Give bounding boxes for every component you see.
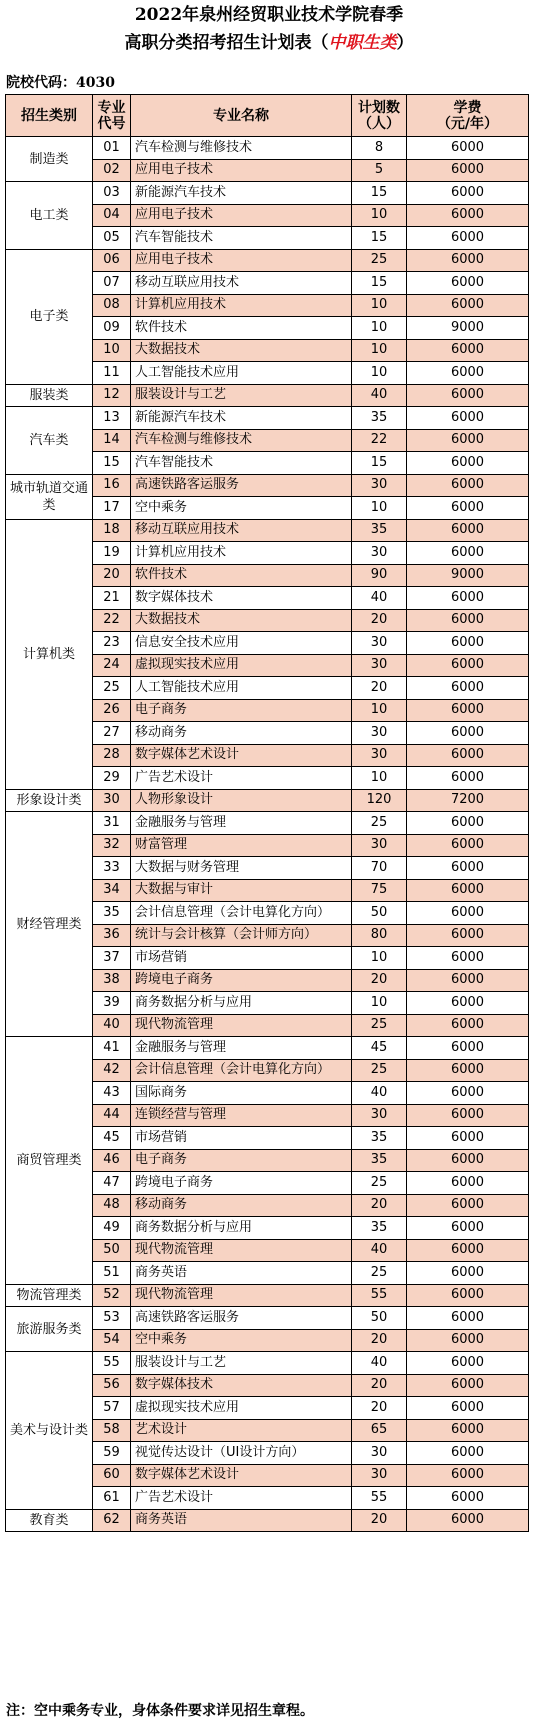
tuition-cell: 6000	[407, 1329, 529, 1352]
page-title-line1: 2022年泉州经贸职业技术学院春季	[134, 5, 404, 25]
code-cell: 55	[93, 1352, 131, 1375]
plan-count-cell: 5	[352, 159, 407, 182]
plan-count-cell: 120	[352, 789, 407, 812]
code-cell: 57	[93, 1397, 131, 1420]
code-cell: 02	[93, 159, 131, 182]
major-name-cell: 广告艺术设计	[131, 1487, 352, 1510]
major-name-cell: 会计信息管理（会计电算化方向）	[131, 902, 352, 925]
tuition-cell: 6000	[407, 1307, 529, 1330]
code-cell: 48	[93, 1194, 131, 1217]
code-cell: 29	[93, 767, 131, 790]
major-name-cell: 大数据技术	[131, 609, 352, 632]
tuition-cell: 6000	[407, 294, 529, 317]
plan-count-cell: 8	[352, 137, 407, 160]
plan-count-cell: 10	[352, 362, 407, 385]
tuition-cell: 7200	[407, 789, 529, 812]
table-row	[6, 812, 529, 835]
code-cell: 61	[93, 1487, 131, 1510]
tuition-cell: 6000	[407, 1217, 529, 1240]
code-cell: 53	[93, 1307, 131, 1330]
major-name-cell: 人工智能技术应用	[131, 362, 352, 385]
major-name-cell: 数字媒体技术	[131, 587, 352, 610]
code-cell: 08	[93, 294, 131, 317]
tuition-cell: 6000	[407, 339, 529, 362]
tuition-cell: 6000	[407, 1419, 529, 1442]
plan-count-cell: 20	[352, 1374, 407, 1397]
code-cell: 52	[93, 1284, 131, 1307]
code-cell: 58	[93, 1419, 131, 1442]
tuition-cell: 6000	[407, 902, 529, 925]
code-cell: 37	[93, 947, 131, 970]
column-header-line: 代号	[97, 115, 126, 132]
plan-count-cell: 75	[352, 879, 407, 902]
category-cell: 教育类	[6, 1509, 93, 1532]
plan-count-cell: 35	[352, 1149, 407, 1172]
table-row	[6, 407, 529, 430]
code-cell: 15	[93, 452, 131, 475]
code-cell: 33	[93, 857, 131, 880]
tuition-cell: 6000	[407, 519, 529, 542]
tuition-cell: 6000	[407, 429, 529, 452]
major-name-cell: 统计与会计核算（会计师方向）	[131, 924, 352, 947]
tuition-cell: 6000	[407, 947, 529, 970]
major-name-cell: 金融服务与管理	[131, 812, 352, 835]
tuition-cell: 6000	[407, 992, 529, 1015]
plan-count-cell: 40	[352, 384, 407, 407]
category-cell: 美术与设计类	[6, 1352, 93, 1510]
plan-count-cell: 30	[352, 1442, 407, 1465]
category-cell: 电子类	[6, 249, 93, 384]
code-cell: 51	[93, 1262, 131, 1285]
table-row	[6, 789, 529, 812]
tuition-cell: 6000	[407, 1352, 529, 1375]
code-cell: 14	[93, 429, 131, 452]
column-header-line: 计划数	[358, 99, 400, 116]
tuition-cell: 6000	[407, 677, 529, 700]
major-name-cell: 信息安全技术应用	[131, 632, 352, 655]
plan-count-cell: 40	[352, 587, 407, 610]
plan-count-cell: 10	[352, 992, 407, 1015]
major-name-cell: 新能源汽车技术	[131, 407, 352, 430]
plan-count-cell: 10	[352, 947, 407, 970]
major-name-cell: 数字媒体艺术设计	[131, 744, 352, 767]
major-name-cell: 大数据与财务管理	[131, 857, 352, 880]
plan-count-cell: 30	[352, 542, 407, 565]
plan-count-cell: 20	[352, 1329, 407, 1352]
plan-count-cell: 40	[352, 1082, 407, 1105]
major-name-cell: 商务数据分析与应用	[131, 992, 352, 1015]
major-name-cell: 计算机应用技术	[131, 294, 352, 317]
column-header-line: （元/年）	[436, 115, 499, 132]
column-header	[352, 95, 407, 137]
major-name-cell: 虚拟现实技术应用	[131, 1397, 352, 1420]
code-cell: 10	[93, 339, 131, 362]
major-name-cell: 应用电子技术	[131, 159, 352, 182]
major-name-cell: 移动互联应用技术	[131, 272, 352, 295]
column-header	[6, 95, 93, 137]
tuition-cell: 6000	[407, 699, 529, 722]
table-row	[6, 249, 529, 272]
code-cell: 40	[93, 1014, 131, 1037]
tuition-cell: 6000	[407, 182, 529, 205]
major-name-cell: 移动互联应用技术	[131, 519, 352, 542]
title-prefix: 高职分类招考招生计划表（	[124, 33, 329, 53]
plan-count-cell: 30	[352, 632, 407, 655]
table-body	[6, 137, 529, 1532]
plan-count-cell: 30	[352, 654, 407, 677]
column-header-line: 专业	[97, 99, 126, 116]
plan-count-cell: 50	[352, 1307, 407, 1330]
category-cell: 计算机类	[6, 519, 93, 789]
column-header-line: 学费	[453, 99, 482, 116]
category-cell: 城市轨道交通类	[6, 474, 93, 519]
category-cell: 财经管理类	[6, 812, 93, 1037]
table-row	[6, 182, 529, 205]
table-row	[6, 1352, 529, 1375]
code-cell: 20	[93, 564, 131, 587]
category-cell: 商贸管理类	[6, 1037, 93, 1285]
plan-count-cell: 30	[352, 744, 407, 767]
plan-count-cell: 10	[352, 317, 407, 340]
plan-count-cell: 30	[352, 1104, 407, 1127]
tuition-cell: 6000	[407, 857, 529, 880]
code-cell: 62	[93, 1509, 131, 1532]
tuition-cell: 6000	[407, 452, 529, 475]
column-header	[93, 95, 131, 137]
plan-count-cell: 15	[352, 182, 407, 205]
plan-count-cell: 10	[352, 204, 407, 227]
plan-count-cell: 10	[352, 767, 407, 790]
plan-count-cell: 20	[352, 1194, 407, 1217]
code-cell: 05	[93, 227, 131, 250]
page-title-line2	[0, 32, 538, 54]
table-row	[6, 1307, 529, 1330]
major-name-cell: 现代物流管理	[131, 1284, 352, 1307]
title-emphasis: 中职生类	[328, 33, 397, 53]
major-name-cell: 电子商务	[131, 699, 352, 722]
tuition-cell: 6000	[407, 722, 529, 745]
code-cell: 34	[93, 879, 131, 902]
code-cell: 31	[93, 812, 131, 835]
code-cell: 18	[93, 519, 131, 542]
column-header-line: 专业名称	[213, 107, 269, 124]
tuition-cell: 6000	[407, 879, 529, 902]
code-cell: 22	[93, 609, 131, 632]
enrollment-plan-table	[5, 94, 529, 1532]
code-cell: 54	[93, 1329, 131, 1352]
code-cell: 16	[93, 474, 131, 497]
code-cell: 26	[93, 699, 131, 722]
tuition-cell: 6000	[407, 497, 529, 520]
table-row	[6, 519, 529, 542]
code-cell: 25	[93, 677, 131, 700]
tuition-cell: 6000	[407, 1464, 529, 1487]
category-cell: 旅游服务类	[6, 1307, 93, 1352]
major-name-cell: 计算机应用技术	[131, 542, 352, 565]
code-cell: 56	[93, 1374, 131, 1397]
category-cell: 物流管理类	[6, 1284, 93, 1307]
table-row	[6, 384, 529, 407]
table-row	[6, 1509, 529, 1532]
tuition-cell: 6000	[407, 407, 529, 430]
plan-count-cell: 55	[352, 1284, 407, 1307]
major-name-cell: 现代物流管理	[131, 1239, 352, 1262]
code-cell: 03	[93, 182, 131, 205]
plan-count-cell: 20	[352, 1509, 407, 1532]
major-name-cell: 应用电子技术	[131, 204, 352, 227]
plan-count-cell: 20	[352, 677, 407, 700]
major-name-cell: 数字媒体艺术设计	[131, 1464, 352, 1487]
title-suffix: ）	[396, 33, 414, 53]
code-cell: 45	[93, 1127, 131, 1150]
tuition-cell: 6000	[407, 1262, 529, 1285]
major-name-cell: 连锁经营与管理	[131, 1104, 352, 1127]
category-cell: 形象设计类	[6, 789, 93, 812]
code-cell: 12	[93, 384, 131, 407]
code-cell: 39	[93, 992, 131, 1015]
plan-count-cell: 10	[352, 339, 407, 362]
tuition-cell: 6000	[407, 1014, 529, 1037]
tuition-cell: 6000	[407, 272, 529, 295]
code-cell: 46	[93, 1149, 131, 1172]
code-cell: 23	[93, 632, 131, 655]
major-name-cell: 跨境电子商务	[131, 969, 352, 992]
major-name-cell: 国际商务	[131, 1082, 352, 1105]
major-name-cell: 商务数据分析与应用	[131, 1217, 352, 1240]
code-cell: 47	[93, 1172, 131, 1195]
tuition-cell: 6000	[407, 1239, 529, 1262]
tuition-cell: 6000	[407, 227, 529, 250]
tuition-cell: 6000	[407, 1104, 529, 1127]
major-name-cell: 高速铁路客运服务	[131, 1307, 352, 1330]
code-cell: 38	[93, 969, 131, 992]
code-cell: 32	[93, 834, 131, 857]
major-name-cell: 财富管理	[131, 834, 352, 857]
major-name-cell: 人物形象设计	[131, 789, 352, 812]
column-header	[407, 95, 529, 137]
major-name-cell: 大数据与审计	[131, 879, 352, 902]
category-cell: 汽车类	[6, 407, 93, 475]
plan-count-cell: 65	[352, 1419, 407, 1442]
plan-count-cell: 25	[352, 812, 407, 835]
tuition-cell: 6000	[407, 137, 529, 160]
code-cell: 60	[93, 1464, 131, 1487]
code-cell: 59	[93, 1442, 131, 1465]
plan-count-cell: 55	[352, 1487, 407, 1510]
category-cell: 服装类	[6, 384, 93, 407]
plan-count-cell: 25	[352, 1014, 407, 1037]
code-cell: 27	[93, 722, 131, 745]
column-header-line: 招生类别	[21, 107, 77, 124]
tuition-cell: 6000	[407, 384, 529, 407]
plan-count-cell: 90	[352, 564, 407, 587]
tuition-cell: 6000	[407, 834, 529, 857]
major-name-cell: 空中乘务	[131, 1329, 352, 1352]
plan-count-cell: 70	[352, 857, 407, 880]
major-name-cell: 移动商务	[131, 722, 352, 745]
category-cell: 电工类	[6, 182, 93, 250]
code-cell: 06	[93, 249, 131, 272]
tuition-cell: 6000	[407, 632, 529, 655]
major-name-cell: 软件技术	[131, 317, 352, 340]
plan-count-cell: 50	[352, 902, 407, 925]
tuition-cell: 6000	[407, 1194, 529, 1217]
code-cell: 19	[93, 542, 131, 565]
tuition-cell: 6000	[407, 249, 529, 272]
major-name-cell: 汽车检测与维修技术	[131, 137, 352, 160]
major-name-cell: 汽车智能技术	[131, 452, 352, 475]
tuition-cell: 6000	[407, 812, 529, 835]
code-cell: 35	[93, 902, 131, 925]
plan-count-cell: 20	[352, 969, 407, 992]
tuition-cell: 6000	[407, 204, 529, 227]
plan-count-cell: 30	[352, 834, 407, 857]
major-name-cell: 服装设计与工艺	[131, 1352, 352, 1375]
code-cell: 30	[93, 789, 131, 812]
code-cell: 04	[93, 204, 131, 227]
major-name-cell: 市场营销	[131, 947, 352, 970]
major-name-cell: 商务英语	[131, 1509, 352, 1532]
tuition-cell: 9000	[407, 317, 529, 340]
major-name-cell: 空中乘务	[131, 497, 352, 520]
major-name-cell: 移动商务	[131, 1194, 352, 1217]
plan-count-cell: 10	[352, 294, 407, 317]
code-cell: 11	[93, 362, 131, 385]
major-name-cell: 广告艺术设计	[131, 767, 352, 790]
tuition-cell: 9000	[407, 564, 529, 587]
major-name-cell: 现代物流管理	[131, 1014, 352, 1037]
tuition-cell: 6000	[407, 1284, 529, 1307]
tuition-cell: 6000	[407, 474, 529, 497]
plan-count-cell: 22	[352, 429, 407, 452]
table-row	[6, 474, 529, 497]
column-header-line: （人）	[358, 115, 400, 132]
footer-note: 注：空中乘务专业，身体条件要求详见招生章程。	[6, 1703, 314, 1719]
code-cell: 43	[93, 1082, 131, 1105]
tuition-cell: 6000	[407, 1082, 529, 1105]
tuition-cell: 6000	[407, 1149, 529, 1172]
code-cell: 13	[93, 407, 131, 430]
major-name-cell: 高速铁路客运服务	[131, 474, 352, 497]
major-name-cell: 市场营销	[131, 1127, 352, 1150]
code-cell: 17	[93, 497, 131, 520]
code-cell: 09	[93, 317, 131, 340]
column-header	[131, 95, 352, 137]
tuition-cell: 6000	[407, 767, 529, 790]
plan-count-cell: 25	[352, 1262, 407, 1285]
plan-count-cell: 20	[352, 609, 407, 632]
tuition-cell: 6000	[407, 1442, 529, 1465]
tuition-cell: 6000	[407, 1374, 529, 1397]
plan-count-cell: 25	[352, 1172, 407, 1195]
tuition-cell: 6000	[407, 1127, 529, 1150]
tuition-cell: 6000	[407, 654, 529, 677]
tuition-cell: 6000	[407, 924, 529, 947]
plan-count-cell: 30	[352, 474, 407, 497]
plan-count-cell: 40	[352, 1239, 407, 1262]
major-name-cell: 数字媒体技术	[131, 1374, 352, 1397]
major-name-cell: 金融服务与管理	[131, 1037, 352, 1060]
major-name-cell: 大数据技术	[131, 339, 352, 362]
plan-count-cell: 10	[352, 497, 407, 520]
tuition-cell: 6000	[407, 587, 529, 610]
tuition-cell: 6000	[407, 969, 529, 992]
major-name-cell: 服装设计与工艺	[131, 384, 352, 407]
major-name-cell: 应用电子技术	[131, 249, 352, 272]
code-cell: 41	[93, 1037, 131, 1060]
tuition-cell: 6000	[407, 1487, 529, 1510]
plan-count-cell: 80	[352, 924, 407, 947]
major-name-cell: 跨境电子商务	[131, 1172, 352, 1195]
code-cell: 44	[93, 1104, 131, 1127]
major-name-cell: 虚拟现实技术应用	[131, 654, 352, 677]
plan-count-cell: 35	[352, 1127, 407, 1150]
major-name-cell: 人工智能技术应用	[131, 677, 352, 700]
code-cell: 28	[93, 744, 131, 767]
major-name-cell: 艺术设计	[131, 1419, 352, 1442]
plan-count-cell: 25	[352, 249, 407, 272]
table-row	[6, 1284, 529, 1307]
tuition-cell: 6000	[407, 1059, 529, 1082]
code-cell: 49	[93, 1217, 131, 1240]
plan-count-cell: 15	[352, 452, 407, 475]
plan-count-cell: 30	[352, 1464, 407, 1487]
category-cell: 制造类	[6, 137, 93, 182]
plan-count-cell: 10	[352, 699, 407, 722]
table-header-row	[6, 95, 529, 137]
school-code: 院校代码：4030	[6, 75, 115, 91]
major-name-cell: 新能源汽车技术	[131, 182, 352, 205]
major-name-cell: 商务英语	[131, 1262, 352, 1285]
major-name-cell: 软件技术	[131, 564, 352, 587]
major-name-cell: 汽车智能技术	[131, 227, 352, 250]
plan-count-cell: 15	[352, 227, 407, 250]
major-name-cell: 汽车检测与维修技术	[131, 429, 352, 452]
table-row	[6, 137, 529, 160]
plan-count-cell: 35	[352, 519, 407, 542]
plan-count-cell: 35	[352, 1217, 407, 1240]
plan-count-cell: 45	[352, 1037, 407, 1060]
tuition-cell: 6000	[407, 744, 529, 767]
plan-count-cell: 25	[352, 1059, 407, 1082]
code-cell: 42	[93, 1059, 131, 1082]
code-cell: 36	[93, 924, 131, 947]
tuition-cell: 6000	[407, 1172, 529, 1195]
tuition-cell: 6000	[407, 1397, 529, 1420]
tuition-cell: 6000	[407, 1509, 529, 1532]
major-name-cell: 电子商务	[131, 1149, 352, 1172]
code-cell: 01	[93, 137, 131, 160]
plan-count-cell: 20	[352, 1397, 407, 1420]
tuition-cell: 6000	[407, 609, 529, 632]
code-cell: 21	[93, 587, 131, 610]
plan-count-cell: 40	[352, 1352, 407, 1375]
tuition-cell: 6000	[407, 159, 529, 182]
table-row	[6, 1037, 529, 1060]
tuition-cell: 6000	[407, 542, 529, 565]
tuition-cell: 6000	[407, 362, 529, 385]
plan-count-cell: 35	[352, 407, 407, 430]
code-cell: 50	[93, 1239, 131, 1262]
plan-count-cell: 15	[352, 272, 407, 295]
tuition-cell: 6000	[407, 1037, 529, 1060]
code-cell: 24	[93, 654, 131, 677]
code-cell: 07	[93, 272, 131, 295]
major-name-cell: 会计信息管理（会计电算化方向）	[131, 1059, 352, 1082]
plan-count-cell: 30	[352, 722, 407, 745]
major-name-cell: 视觉传达设计（UI设计方向）	[131, 1442, 352, 1465]
